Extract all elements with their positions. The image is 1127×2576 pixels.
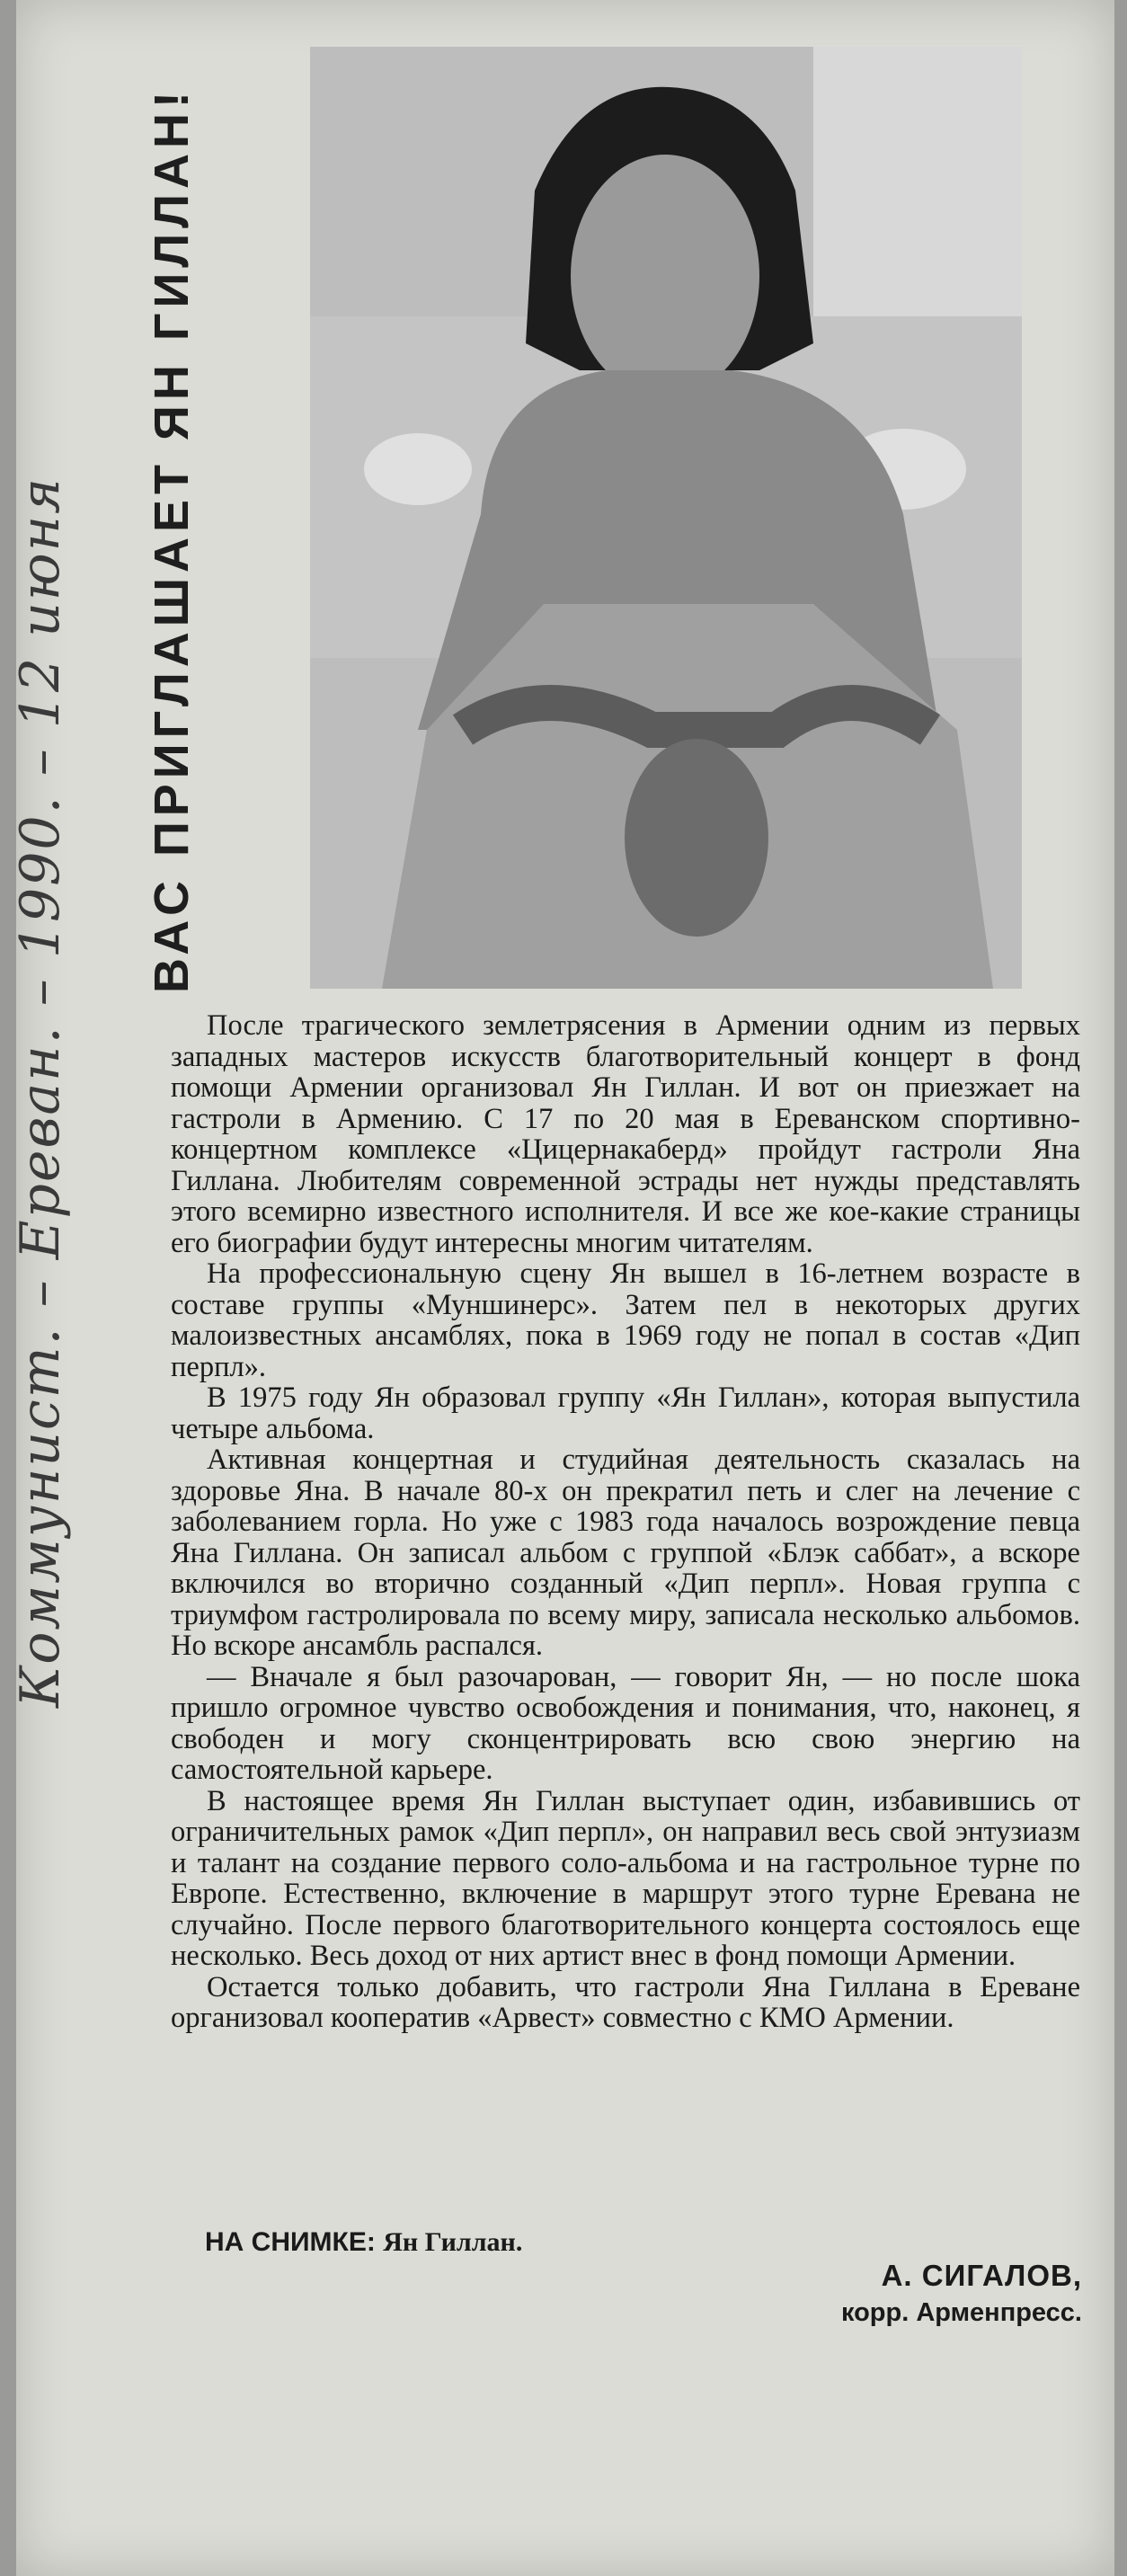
article-body: [171, 1010, 1080, 2034]
paragraph: — Вначале я был разочарован, — говорит Ян, — но после шока пришло огромное чувство освобождения и понимания, что, наконец, я свободен и могу сконцентрировать всю свою энергию на самостоятельной карьере.: [171, 1660, 1080, 1786]
article-headline: ВАС ПРИГЛАШАЕТ ЯН ГИЛЛАН!: [145, 85, 199, 993]
byline: [841, 2256, 1082, 2330]
paragraph: После трагического землетрясения в Армении одним из первых западных мастеров искусств благотворительный концерт в фонд помощи Армении организовал Ян Гиллан. И вот он приезжает на гастроли в Армению. С 17 по 20 мая в Ереванском спортивно-концертном комплексе «Цицернакаберд» пройдут гастроли Яна Гиллана. Любителям современной эстрады нет нужды представлять этого всемирно известного исполнителя. И все же кое-какие страницы его биографии будут интересны многим читателям.: [171, 1009, 1080, 1259]
caption-text: Ян Гиллан.: [383, 2227, 523, 2257]
paragraph: В 1975 году Ян образовал группу «Ян Гиллан», которая выпустила четыре альбома.: [171, 1381, 1080, 1445]
caption-label: НА СНИМКЕ:: [205, 2227, 376, 2257]
author-agency: корр. Арменпресс.: [840, 2298, 1082, 2327]
portrait-illustration: [310, 47, 1022, 989]
paragraph: Активная концертная и студийная деятельность сказалась на здоровье Яна. В начале 80-х он прекратил петь и слег на лечение с заболеванием горла. Но уже с 1983 года началось возрождение певца Яна Гиллана. Он записал альбом с группой «Блэк саббат», а вскоре включился во вторично созданный «Дип перпл». Новая группа с триумфом гастролировала по всему миру, записала несколько альбомов. Но вскоре ансамбль распался.: [171, 1443, 1080, 1662]
handwritten-source-note: Коммунист. – Ереван. – 1990. – 12 июня: [9, 476, 72, 1708]
photo-caption: [205, 2227, 522, 2258]
article-photo: [310, 47, 1022, 989]
paragraph: В настоящее время Ян Гиллан выступает один, избавившись от ограничительных рамок «Дип перпл», он направил весь свой энтузиазм и талант на создание первого соло-альбома и на гастрольное турне по Европе. Естественно, включение в маршрут этого турне Еревана не случайно. После первого благотворительного концерта состоялось еще несколько. Весь доход от них артист внес в фонд помощи Армении.: [171, 1784, 1080, 1972]
paragraph: На профессиональную сцену Ян вышел в 16-летнем возрасте в составе группы «Муншинерс». Затем пел в некоторых других малоизвестных ансамблях, пока в 1969 году не попал в состав «Дип перпл».: [171, 1257, 1080, 1383]
paragraph: Остается только добавить, что гастроли Яна Гиллана в Ереване организовал кооператив «Арвест» совместно с КМО Армении.: [171, 1970, 1080, 2034]
author-name: А. СИГАЛОВ,: [881, 2259, 1082, 2292]
